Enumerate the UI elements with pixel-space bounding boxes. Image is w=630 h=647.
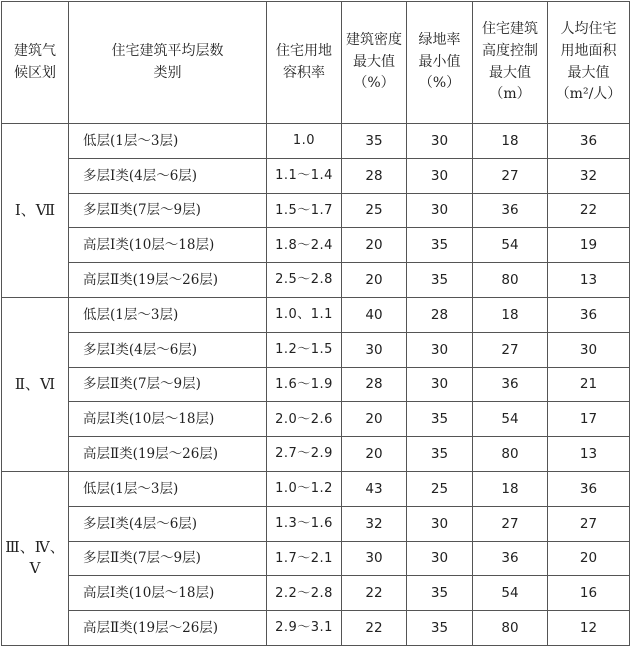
area-cell: 30 [548, 332, 630, 367]
green-cell: 30 [407, 506, 473, 541]
far-cell: 1.2～1.5 [267, 332, 342, 367]
height-cell: 27 [473, 332, 548, 367]
green-cell: 25 [407, 471, 473, 506]
far-cell: 2.9～3.1 [267, 611, 342, 646]
header-height: 住宅建筑 高度控制 最大值 （m） [473, 2, 548, 124]
zone-cell: Ⅰ、Ⅶ [2, 124, 69, 298]
type-cell: 多层Ⅱ类(7层～9层) [69, 193, 267, 228]
far-cell: 2.7～2.9 [267, 437, 342, 472]
area-cell: 12 [548, 611, 630, 646]
area-cell: 36 [548, 297, 630, 332]
density-cell: 25 [342, 193, 407, 228]
header-green: 绿地率 最小值 （%） [407, 2, 473, 124]
height-cell: 80 [473, 611, 548, 646]
height-cell: 54 [473, 576, 548, 611]
table-row [2, 402, 630, 437]
density-cell: 35 [342, 124, 407, 159]
header-density: 建筑密度 最大值 （%） [342, 2, 407, 124]
area-cell: 36 [548, 471, 630, 506]
standards-table [1, 1, 630, 646]
green-cell: 30 [407, 193, 473, 228]
type-cell: 多层Ⅰ类(4层～6层) [69, 332, 267, 367]
far-cell: 1.6～1.9 [267, 367, 342, 402]
density-cell: 20 [342, 228, 407, 263]
density-cell: 22 [342, 611, 407, 646]
height-cell: 80 [473, 437, 548, 472]
density-cell: 20 [342, 402, 407, 437]
far-cell: 1.0、1.1 [267, 297, 342, 332]
table-row [2, 332, 630, 367]
green-cell: 35 [407, 437, 473, 472]
area-cell: 32 [548, 158, 630, 193]
far-cell: 1.0～1.2 [267, 471, 342, 506]
area-cell: 21 [548, 367, 630, 402]
height-cell: 27 [473, 506, 548, 541]
area-cell: 27 [548, 506, 630, 541]
height-cell: 54 [473, 402, 548, 437]
far-cell: 1.3～1.6 [267, 506, 342, 541]
green-cell: 30 [407, 367, 473, 402]
type-cell: 高层Ⅱ类(19层～26层) [69, 611, 267, 646]
height-cell: 54 [473, 228, 548, 263]
type-cell: 多层Ⅱ类(7层～9层) [69, 367, 267, 402]
green-cell: 35 [407, 611, 473, 646]
green-cell: 30 [407, 124, 473, 159]
table-row [2, 471, 630, 506]
far-cell: 2.5～2.8 [267, 263, 342, 298]
table-row [2, 228, 630, 263]
table-row [2, 541, 630, 576]
green-cell: 35 [407, 228, 473, 263]
table-row [2, 263, 630, 298]
green-cell: 30 [407, 158, 473, 193]
type-cell: 高层Ⅰ类(10层～18层) [69, 402, 267, 437]
density-cell: 28 [342, 367, 407, 402]
table-row [2, 611, 630, 646]
area-cell: 36 [548, 124, 630, 159]
density-cell: 28 [342, 158, 407, 193]
type-cell: 低层(1层～3层) [69, 297, 267, 332]
type-cell: 低层(1层～3层) [69, 471, 267, 506]
density-cell: 30 [342, 332, 407, 367]
area-cell: 20 [548, 541, 630, 576]
density-cell: 20 [342, 263, 407, 298]
density-cell: 32 [342, 506, 407, 541]
height-cell: 36 [473, 193, 548, 228]
type-cell: 多层Ⅱ类(7层～9层) [69, 541, 267, 576]
header-area: 人均住宅 用地面积 最大值 （m²/人） [548, 2, 630, 124]
density-cell: 20 [342, 437, 407, 472]
area-cell: 13 [548, 263, 630, 298]
table-row [2, 367, 630, 402]
header-row [2, 2, 630, 124]
far-cell: 2.0～2.6 [267, 402, 342, 437]
height-cell: 18 [473, 124, 548, 159]
type-cell: 多层Ⅰ类(4层～6层) [69, 158, 267, 193]
table-row [2, 576, 630, 611]
height-cell: 36 [473, 367, 548, 402]
table-row [2, 297, 630, 332]
type-cell: 低层(1层～3层) [69, 124, 267, 159]
table-row [2, 193, 630, 228]
area-cell: 13 [548, 437, 630, 472]
table-row [2, 437, 630, 472]
far-cell: 1.0 [267, 124, 342, 159]
green-cell: 35 [407, 576, 473, 611]
green-cell: 35 [407, 402, 473, 437]
type-cell: 高层Ⅱ类(19层～26层) [69, 263, 267, 298]
zone-cell: Ⅲ、Ⅳ、 Ⅴ [2, 471, 69, 645]
height-cell: 80 [473, 263, 548, 298]
density-cell: 22 [342, 576, 407, 611]
area-cell: 19 [548, 228, 630, 263]
table-row [2, 158, 630, 193]
type-cell: 高层Ⅱ类(19层～26层) [69, 437, 267, 472]
green-cell: 35 [407, 263, 473, 298]
table-row [2, 124, 630, 159]
table-row [2, 506, 630, 541]
far-cell: 1.8～2.4 [267, 228, 342, 263]
area-cell: 16 [548, 576, 630, 611]
header-far: 住宅用地 容积率 [267, 2, 342, 124]
far-cell: 2.2～2.8 [267, 576, 342, 611]
density-cell: 40 [342, 297, 407, 332]
table-body [2, 124, 630, 646]
type-cell: 高层Ⅰ类(10层～18层) [69, 576, 267, 611]
green-cell: 30 [407, 332, 473, 367]
header-zone: 建筑气 候区划 [2, 2, 69, 124]
zone-cell: Ⅱ、Ⅵ [2, 297, 69, 471]
type-cell: 高层Ⅰ类(10层～18层) [69, 228, 267, 263]
far-cell: 1.5～1.7 [267, 193, 342, 228]
height-cell: 18 [473, 471, 548, 506]
header-type: 住宅建筑平均层数 类别 [69, 2, 267, 124]
density-cell: 30 [342, 541, 407, 576]
area-cell: 17 [548, 402, 630, 437]
green-cell: 30 [407, 541, 473, 576]
density-cell: 43 [342, 471, 407, 506]
height-cell: 18 [473, 297, 548, 332]
far-cell: 1.1～1.4 [267, 158, 342, 193]
height-cell: 27 [473, 158, 548, 193]
far-cell: 1.7～2.1 [267, 541, 342, 576]
green-cell: 28 [407, 297, 473, 332]
type-cell: 多层Ⅰ类(4层～6层) [69, 506, 267, 541]
height-cell: 36 [473, 541, 548, 576]
area-cell: 22 [548, 193, 630, 228]
